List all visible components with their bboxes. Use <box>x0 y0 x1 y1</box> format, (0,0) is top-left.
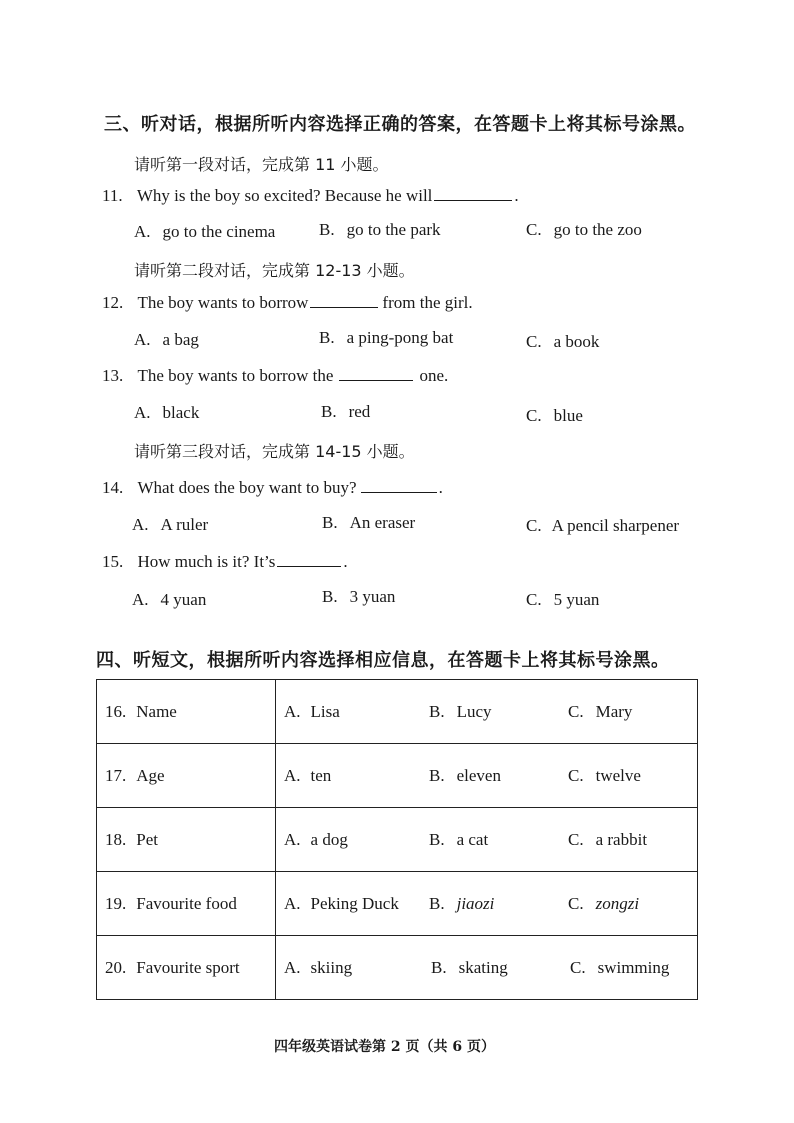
table-row <box>97 872 698 936</box>
option-c: C. swimming <box>570 957 670 977</box>
answer-blank <box>434 186 512 201</box>
option-c: C. twelve <box>568 765 641 785</box>
option-a: A. ten <box>284 765 332 785</box>
option-11-b: B. go to the park <box>319 220 441 239</box>
row-options-cell <box>276 872 698 936</box>
row-label-cell: 19. Favourite food <box>97 872 276 936</box>
option-15-c: C. 5 yuan <box>526 590 600 609</box>
info-table <box>96 679 698 1000</box>
instruction-dialog-1: 请听第一段对话，完成第 11 小题。 <box>134 155 389 174</box>
option-c: C. zongzi <box>568 893 640 913</box>
section-3-title: 三、听对话，根据所听内容选择正确的答案，在答题卡上将其标号涂黑。 <box>104 114 696 135</box>
option-14-a: A. A ruler <box>132 515 209 534</box>
option-b: B. eleven <box>429 765 501 785</box>
answer-blank <box>339 366 413 381</box>
option-a: A. Lisa <box>284 701 340 721</box>
row-label-cell: 16. Name <box>97 680 276 744</box>
option-b: B. a cat <box>429 829 489 849</box>
row-label-cell: 17. Age <box>97 744 276 808</box>
option-11-a: A. go to the cinema <box>134 222 276 241</box>
row-label-cell: 20. Favourite sport <box>97 936 276 1000</box>
question-text: Why is the boy so excited? Because he will <box>136 186 433 205</box>
row-options-cell <box>276 936 698 1000</box>
option-b: B. jiaozi <box>429 893 495 913</box>
row-options-cell <box>276 808 698 872</box>
instruction-dialog-2: 请听第二段对话，完成第 12-13 小题。 <box>134 261 415 280</box>
table-row <box>97 808 698 872</box>
question-14: 14. What does the boy want to buy? . <box>102 478 443 497</box>
option-11-c: C. go to the zoo <box>526 220 642 239</box>
option-15-a: A. 4 yuan <box>132 590 207 609</box>
option-c: C. Mary <box>568 701 633 721</box>
option-15-b: B. 3 yuan <box>322 587 396 606</box>
question-12: 12. The boy wants to borrow from the girl. <box>102 293 473 312</box>
option-12-c: C. a book <box>526 332 600 351</box>
question-text-end: . <box>514 186 519 205</box>
row-options-cell <box>276 744 698 808</box>
question-number: 11. <box>102 186 123 205</box>
question-15: 15. How much is it? It’s . <box>102 552 348 571</box>
option-a: A. skiing <box>284 957 353 977</box>
table-row <box>97 936 698 1000</box>
table-row <box>97 744 698 808</box>
table-row <box>97 680 698 744</box>
question-11 <box>102 186 519 206</box>
page-footer: 四年级英语试卷第 2 页（共 6 页） <box>274 1039 495 1055</box>
option-12-a: A. a bag <box>134 330 199 349</box>
answer-blank <box>310 293 378 308</box>
answer-blank <box>361 478 437 493</box>
option-b: B. skating <box>431 957 508 977</box>
option-13-a: A. black <box>134 403 200 422</box>
row-options-cell <box>276 680 698 744</box>
option-12-b: B. a ping-pong bat <box>319 328 454 347</box>
option-14-c: C. A pencil sharpener <box>526 516 680 535</box>
question-13: 13. The boy wants to borrow the one. <box>102 366 449 385</box>
option-14-b: B. An eraser <box>322 513 416 532</box>
option-a: A. a dog <box>284 829 348 849</box>
option-13-b: B. red <box>321 402 371 421</box>
instruction-dialog-3: 请听第三段对话，完成第 14-15 小题。 <box>134 442 415 461</box>
option-b: B. Lucy <box>429 701 492 721</box>
answer-blank <box>277 552 341 567</box>
option-c: C. a rabbit <box>568 829 648 849</box>
option-a: A. Peking Duck <box>284 893 399 913</box>
row-label-cell: 18. Pet <box>97 808 276 872</box>
option-13-c: C. blue <box>526 406 583 425</box>
section-4-title: 四、听短文，根据所听内容选择相应信息，在答题卡上将其标号涂黑。 <box>96 650 670 671</box>
